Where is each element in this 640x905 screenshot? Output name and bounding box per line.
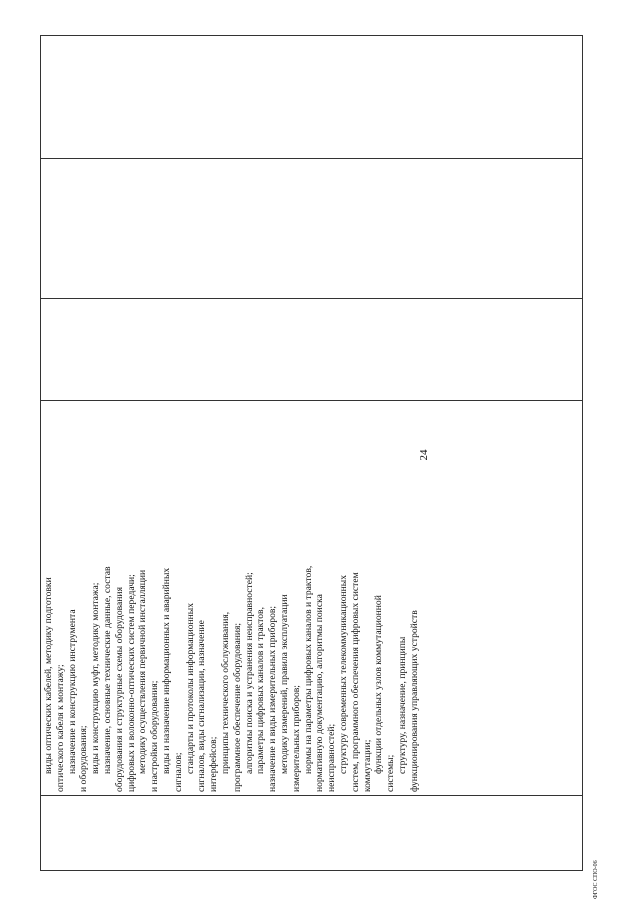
curriculum-table — [40, 35, 583, 871]
table-text-line: оборудования и структурные схемы оборудования — [113, 587, 125, 792]
table-text-line: назначение и конструкцию инструмента — [66, 609, 78, 774]
table-text-line: интерфейсов; — [208, 736, 220, 792]
table-text-line: стандарты и протоколы информационных — [184, 602, 196, 774]
table-text-line: сигналов; — [172, 752, 184, 792]
table-row — [41, 36, 583, 871]
page-number: 24 — [418, 449, 430, 461]
table-text-line: назначение, основные технические данные, состав — [101, 566, 113, 774]
table-cell-index — [41, 796, 583, 871]
table-text-line: методику осуществления первичной инсталляции — [137, 569, 149, 774]
table-text-line: неисправностей; — [326, 723, 338, 792]
table-text-line: нормы на параметры цифровых каналов и трактов, — [302, 565, 314, 774]
table-cell-content — [41, 401, 583, 796]
table-text-line: нормативную документацию, алгоритмы поиска — [314, 594, 326, 792]
table-text-line: виды и конструкцию муфт, методику монтажа; — [90, 582, 102, 774]
table-text-line: виды оптических кабелей, методику подготовки — [43, 577, 54, 774]
table-text-line: функции отдельных узлов коммутационной — [373, 595, 385, 774]
document-code: ФГОС СПО-06 — [593, 860, 599, 899]
table-text-line: сигналов, виды сигнализации, назначение — [196, 620, 208, 792]
table-text-line: структуру современных телекоммуникационных — [337, 574, 349, 774]
table-text-line: и оборудования; — [78, 725, 90, 792]
table-text-line: измерительных приборов; — [290, 685, 302, 792]
table-text-line: системы; — [385, 754, 397, 792]
table-text-line: алгоритмы поиска и устранения неисправностей; — [243, 572, 255, 774]
table-text-line: функционирования управляющих устройств — [408, 610, 420, 792]
table-text-line: цифровых и волоконно-оптических систем передачи; — [125, 574, 137, 792]
table-text-line: и настройки оборудования; — [149, 680, 161, 792]
table-text-line: параметры цифровых каналов и трактов, — [255, 607, 267, 774]
table-text-line: виды и назначение информационных и аварийных — [160, 567, 172, 774]
table-text-line: оптического кабеля к монтажу; — [54, 664, 66, 792]
table-text-line: коммутации; — [361, 739, 373, 792]
table-cell-empty — [41, 299, 583, 401]
table-cell-empty — [41, 159, 583, 299]
table-text-line: методику измерений, правила эксплуатации — [278, 594, 290, 774]
table-text-line: программное обеспечение оборудования; — [231, 622, 243, 792]
table-text-line: систем, программного обеспечения цифровых систем — [349, 572, 361, 792]
table-text-line: структуру, назначение, принципы — [396, 636, 408, 774]
table-text-line: принципы технического обслуживания, — [219, 611, 231, 774]
table-text-line: назначение и виды измерительных приборов; — [267, 605, 279, 792]
table-cell-empty — [41, 36, 583, 159]
